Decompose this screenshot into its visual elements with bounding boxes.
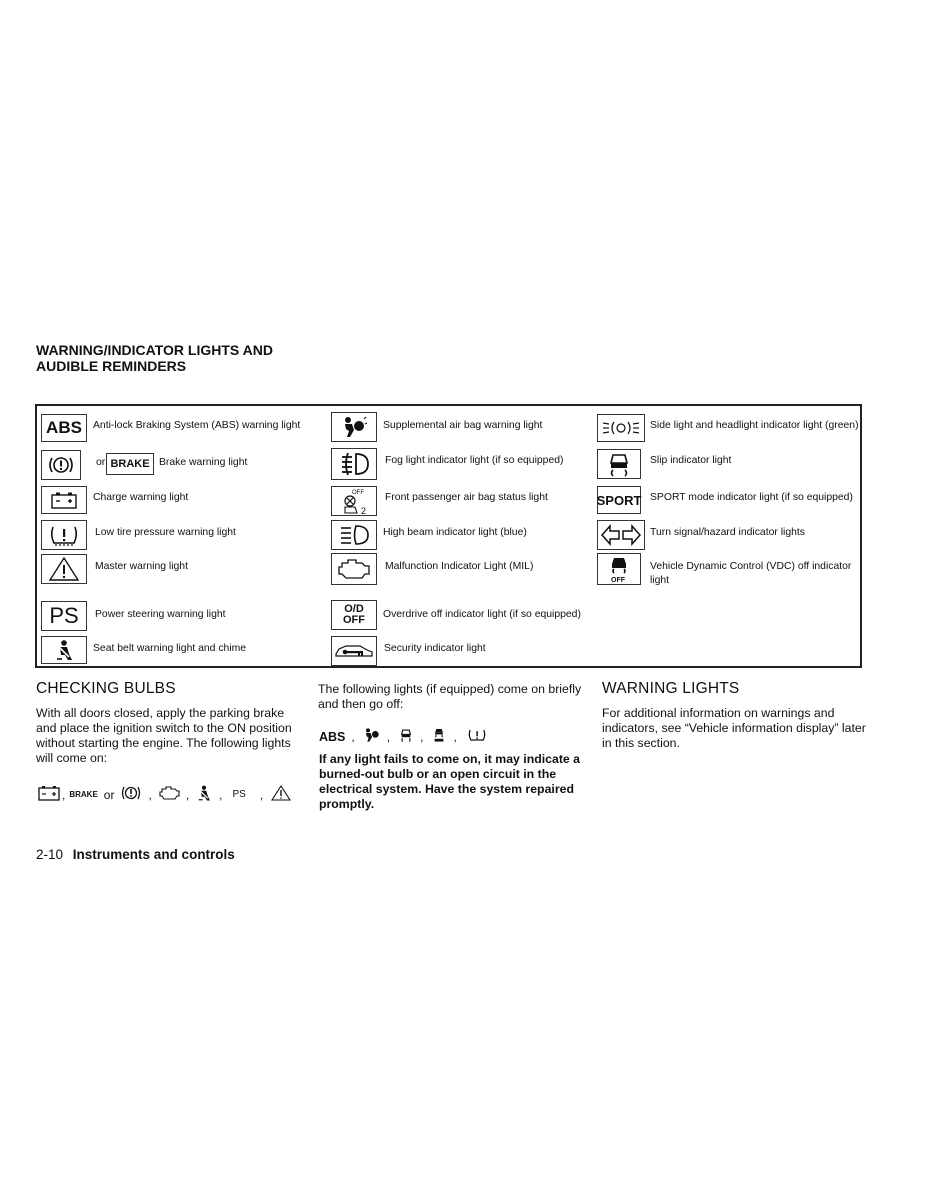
abs-icon: ABS <box>319 729 346 744</box>
passenger-airbag-label: Front passenger air bag status light <box>385 492 548 503</box>
engine-icon <box>158 785 180 804</box>
tire-pressure-icon <box>467 727 487 746</box>
brief-lights-body: The following lights (if equipped) come on briefly and then go off: <box>318 682 582 711</box>
turn-signal-label: Turn signal/hazard indicator lights <box>650 527 805 538</box>
power-steering-label: Power steering warning light <box>95 609 226 620</box>
checking-bulbs-heading: CHECKING BULBS <box>36 680 176 697</box>
side-light-icon <box>597 414 645 442</box>
page-number: 2-10 <box>36 847 64 862</box>
svg-text:2: 2 <box>361 506 367 515</box>
overdrive-off-icon: O/D OFF <box>331 600 377 630</box>
turn-signal-icon <box>597 520 645 550</box>
brake-text-icon: BRAKE <box>106 453 154 475</box>
slip-icon <box>597 449 641 479</box>
page-footer <box>36 847 235 862</box>
tire-pressure-icon <box>41 520 87 550</box>
high-beam-label: High beam indicator light (blue) <box>383 527 527 538</box>
checking-bulbs-icon-row: , BRAKE or , , , PS , <box>38 784 291 805</box>
airbag-icon <box>363 727 381 746</box>
svg-text:OFF: OFF <box>352 490 364 496</box>
brake-label: Brake warning light <box>159 457 248 468</box>
vdc-off-label: Vehicle Dynamic Control (VDC) off indicator light <box>650 561 852 586</box>
seat-belt-icon <box>41 636 87 664</box>
security-label: Security indicator light <box>384 643 486 654</box>
abs-icon: ABS <box>41 414 87 442</box>
seat-belt-icon <box>195 784 213 805</box>
warning-lights-heading: WARNING LIGHTS <box>602 680 740 697</box>
section-title: WARNING/INDICATOR LIGHTS AND AUDIBLE REMINDERS <box>36 342 273 374</box>
mil-label: Malfunction Indicator Light (MIL) <box>385 561 534 572</box>
seat-belt-label: Seat belt warning light and chime <box>93 643 247 654</box>
passenger-airbag-icon <box>331 486 377 516</box>
engine-icon <box>331 553 377 585</box>
airbag-icon <box>331 412 377 442</box>
vdc-off-icon <box>597 553 641 585</box>
side-light-label: Side light and headlight indicator light (green) <box>650 420 859 431</box>
battery-icon <box>41 486 87 514</box>
slip-label: Slip indicator light <box>650 455 732 466</box>
master-warning-icon <box>41 554 87 584</box>
brake-text-icon: BRAKE <box>69 790 98 799</box>
master-warning-icon <box>271 785 291 804</box>
overdrive-off-label: Overdrive off indicator light (if so equipped) <box>383 609 581 620</box>
brake-warning-icon <box>120 784 142 805</box>
power-steering-icon: PS <box>41 601 87 631</box>
warning-lights-table <box>35 404 862 668</box>
checking-bulbs-body: With all doors closed, apply the parking brake and place the ignition switch to the ON position without starting the engine. The following lights will come on: <box>36 706 292 765</box>
fog-light-label: Fog light indicator light (if so equipped) <box>385 455 564 466</box>
brake-warning-icon <box>41 450 81 480</box>
security-icon <box>331 636 377 666</box>
slip-icon <box>400 727 412 746</box>
sport-label: SPORT mode indicator light (if so equipped) <box>650 492 853 503</box>
bulb-failure-note: If any light fails to come on, it may indicate a burned-out bulb or an open circuit in the electrical system. Have the system repaired promptly. <box>319 752 581 811</box>
master-warning-label: Master warning light <box>95 561 188 572</box>
airbag-label: Supplemental air bag warning light <box>383 420 543 431</box>
or-text: or <box>96 457 106 468</box>
svg-text:OFF: OFF <box>611 577 625 583</box>
warning-lights-body: For additional information on warnings and indicators, see “Vehicle information display” later in this section. <box>602 706 866 750</box>
tire-pressure-label: Low tire pressure warning light <box>95 527 236 538</box>
vdc-off-icon <box>433 726 445 747</box>
brief-lights-icon-row: ABS , , , , <box>319 726 487 747</box>
abs-label: Anti-lock Braking System (ABS) warning light <box>93 420 301 431</box>
charge-label: Charge warning light <box>93 492 189 503</box>
power-steering-icon: PS <box>232 789 246 800</box>
fog-light-icon <box>331 448 377 480</box>
sport-icon: SPORT <box>597 486 641 514</box>
battery-icon <box>38 785 60 804</box>
chapter-title: Instruments and controls <box>72 847 235 862</box>
high-beam-icon <box>331 520 377 550</box>
